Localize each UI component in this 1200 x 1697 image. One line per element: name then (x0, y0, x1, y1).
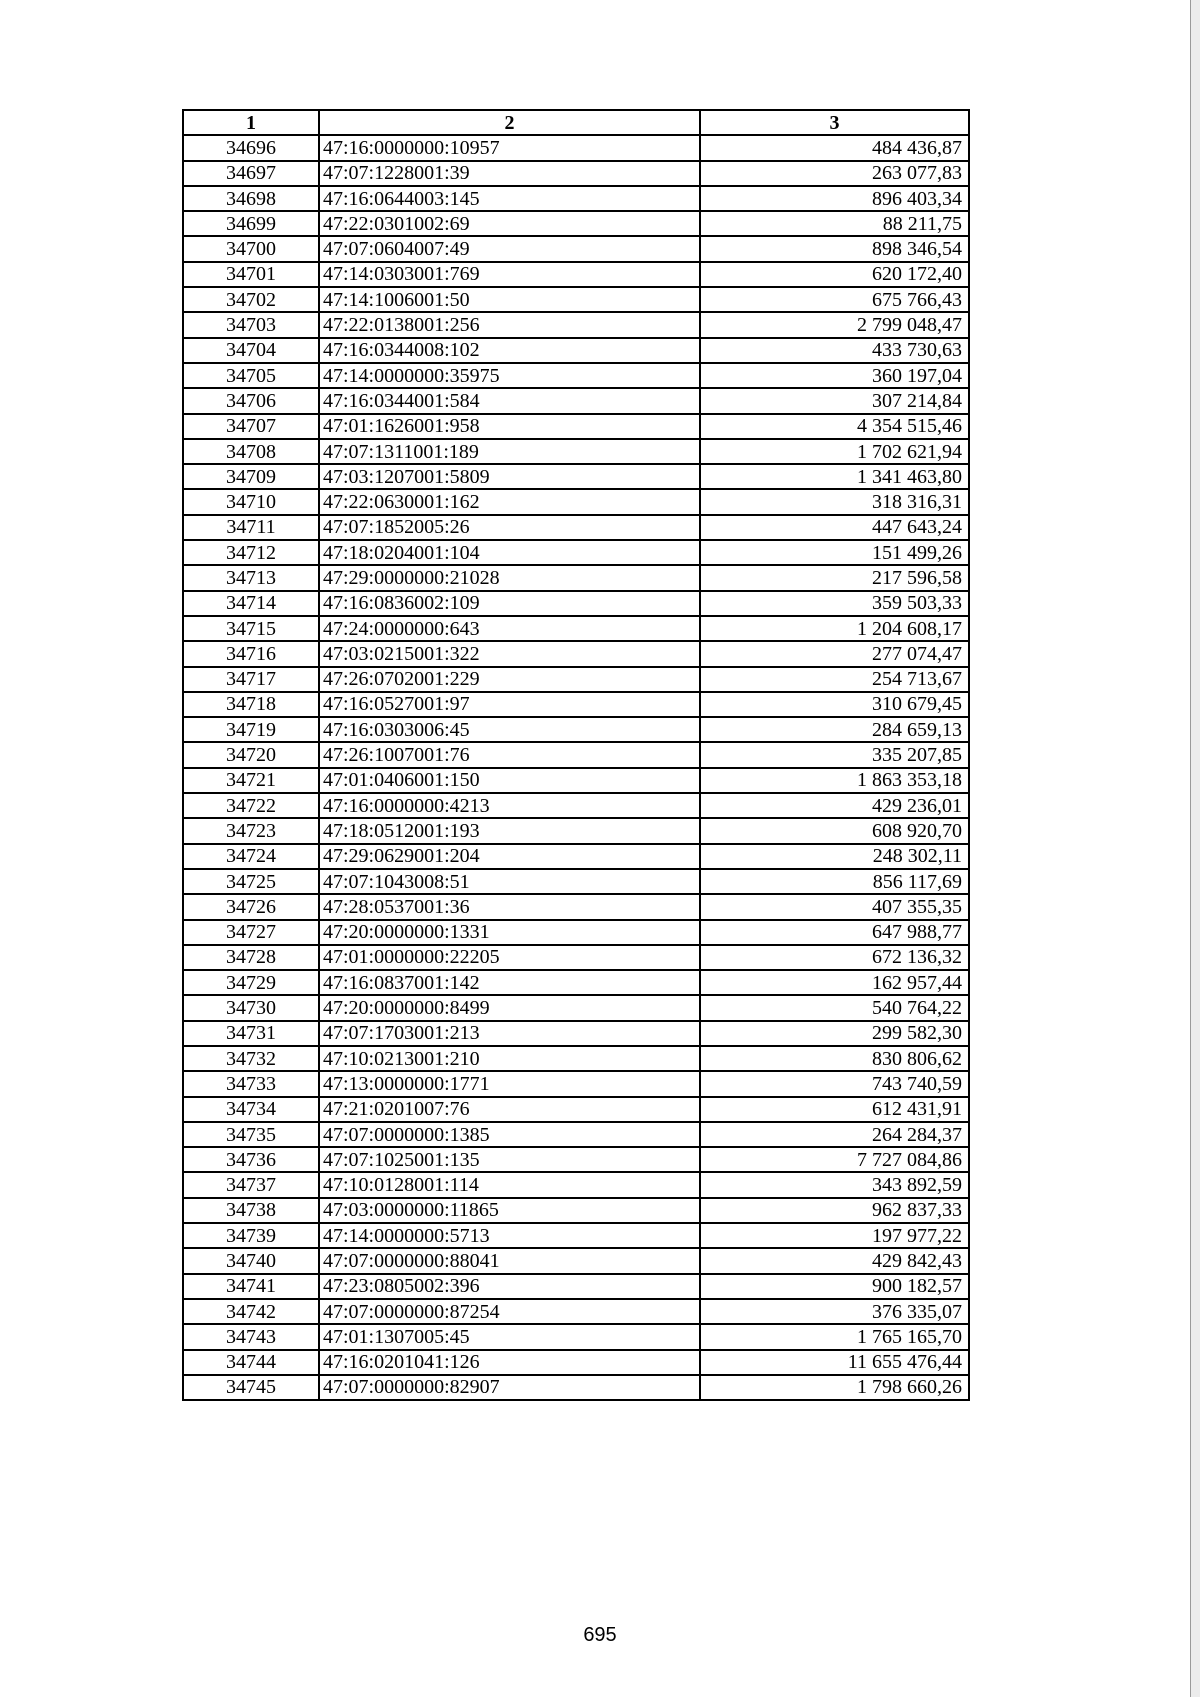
row-number-cell: 34731 (183, 1021, 319, 1046)
value-cell: 217 596,58 (700, 565, 969, 590)
table-row (183, 489, 969, 514)
row-number-cell: 34736 (183, 1147, 319, 1172)
table-row (183, 970, 969, 995)
row-number-cell: 34725 (183, 869, 319, 894)
table-row (183, 464, 969, 489)
cadastral-number-cell: 47:18:0204001:104 (319, 540, 700, 565)
cadastral-number-cell: 47:16:0000000:4213 (319, 793, 700, 818)
table-row (183, 439, 969, 464)
row-number-cell: 34717 (183, 667, 319, 692)
table-row (183, 591, 969, 616)
table-row (183, 793, 969, 818)
page-right-edge (1190, 0, 1200, 1697)
row-number-cell: 34745 (183, 1375, 319, 1400)
value-cell: 830 806,62 (700, 1046, 969, 1071)
value-cell: 376 335,07 (700, 1299, 969, 1324)
data-table (182, 109, 970, 1401)
row-number-cell: 34720 (183, 742, 319, 767)
table-row (183, 287, 969, 312)
value-cell: 447 643,24 (700, 515, 969, 540)
table-row (183, 869, 969, 894)
cadastral-number-cell: 47:07:0000000:87254 (319, 1299, 700, 1324)
value-cell: 277 074,47 (700, 641, 969, 666)
page-number: 695 (583, 1624, 617, 1646)
cadastral-number-cell: 47:22:0630001:162 (319, 489, 700, 514)
value-cell: 335 207,85 (700, 742, 969, 767)
row-number-cell: 34696 (183, 135, 319, 160)
value-cell: 896 403,34 (700, 186, 969, 211)
value-cell: 1 702 621,94 (700, 439, 969, 464)
table-row (183, 515, 969, 540)
cadastral-number-cell: 47:22:0301002:69 (319, 211, 700, 236)
value-cell: 608 920,70 (700, 818, 969, 843)
value-cell: 429 236,01 (700, 793, 969, 818)
value-cell: 310 679,45 (700, 692, 969, 717)
header-row (183, 110, 969, 135)
row-number-cell: 34702 (183, 287, 319, 312)
cadastral-number-cell: 47:28:0537001:36 (319, 894, 700, 919)
cadastral-number-cell: 47:16:0344008:102 (319, 338, 700, 363)
cadastral-number-cell: 47:18:0512001:193 (319, 818, 700, 843)
table-row (183, 1122, 969, 1147)
value-cell: 856 117,69 (700, 869, 969, 894)
table-row (183, 338, 969, 363)
cadastral-number-cell: 47:07:0000000:1385 (319, 1122, 700, 1147)
value-cell: 1 204 608,17 (700, 616, 969, 641)
row-number-cell: 34729 (183, 970, 319, 995)
table-row (183, 161, 969, 186)
table-row (183, 667, 969, 692)
table-row (183, 1299, 969, 1324)
cadastral-number-cell: 47:07:1703001:213 (319, 1021, 700, 1046)
table-row (183, 186, 969, 211)
table-row (183, 641, 969, 666)
row-number-cell: 34741 (183, 1274, 319, 1299)
value-cell: 647 988,77 (700, 920, 969, 945)
value-cell: 162 957,44 (700, 970, 969, 995)
cadastral-number-cell: 47:29:0000000:21028 (319, 565, 700, 590)
table-row (183, 945, 969, 970)
value-cell: 264 284,37 (700, 1122, 969, 1147)
table-row (183, 717, 969, 742)
row-number-cell: 34708 (183, 439, 319, 464)
row-number-cell: 34737 (183, 1172, 319, 1197)
cadastral-number-cell: 47:14:0000000:5713 (319, 1223, 700, 1248)
row-number-cell: 34701 (183, 262, 319, 287)
cadastral-number-cell: 47:20:0000000:1331 (319, 920, 700, 945)
row-number-cell: 34744 (183, 1350, 319, 1375)
value-cell: 254 713,67 (700, 667, 969, 692)
value-cell: 299 582,30 (700, 1021, 969, 1046)
cadastral-number-cell: 47:16:0644003:145 (319, 186, 700, 211)
table-row (183, 540, 969, 565)
cadastral-number-cell: 47:07:1043008:51 (319, 869, 700, 894)
value-cell: 433 730,63 (700, 338, 969, 363)
row-number-cell: 34739 (183, 1223, 319, 1248)
row-number-cell: 34707 (183, 414, 319, 439)
table-row (183, 1248, 969, 1273)
table-row (183, 1046, 969, 1071)
cadastral-number-cell: 47:07:1025001:135 (319, 1147, 700, 1172)
cadastral-number-cell: 47:29:0629001:204 (319, 844, 700, 869)
value-cell: 88 211,75 (700, 211, 969, 236)
table-row (183, 388, 969, 413)
row-number-cell: 34718 (183, 692, 319, 717)
row-number-cell: 34738 (183, 1198, 319, 1223)
cadastral-number-cell: 47:07:1228001:39 (319, 161, 700, 186)
cadastral-number-cell: 47:14:1006001:50 (319, 287, 700, 312)
table-row (183, 1274, 969, 1299)
value-cell: 4 354 515,46 (700, 414, 969, 439)
row-number-cell: 34698 (183, 186, 319, 211)
row-number-cell: 34697 (183, 161, 319, 186)
row-number-cell: 34726 (183, 894, 319, 919)
table-row (183, 742, 969, 767)
table-row (183, 692, 969, 717)
table-row (183, 818, 969, 843)
value-cell: 484 436,87 (700, 135, 969, 160)
table-row (183, 1324, 969, 1349)
cadastral-number-cell: 47:07:0604007:49 (319, 236, 700, 261)
value-cell: 307 214,84 (700, 388, 969, 413)
cadastral-number-cell: 47:07:1852005:26 (319, 515, 700, 540)
row-number-cell: 34715 (183, 616, 319, 641)
row-number-cell: 34716 (183, 641, 319, 666)
table-row (183, 1172, 969, 1197)
table-row (183, 768, 969, 793)
cadastral-number-cell: 47:21:0201007:76 (319, 1097, 700, 1122)
table-row (183, 1223, 969, 1248)
cadastral-number-cell: 47:01:0406001:150 (319, 768, 700, 793)
row-number-cell: 34710 (183, 489, 319, 514)
cadastral-number-cell: 47:07:0000000:82907 (319, 1375, 700, 1400)
table-row (183, 1097, 969, 1122)
row-number-cell: 34712 (183, 540, 319, 565)
cadastral-number-cell: 47:24:0000000:643 (319, 616, 700, 641)
value-cell: 318 316,31 (700, 489, 969, 514)
value-cell: 675 766,43 (700, 287, 969, 312)
cadastral-number-cell: 47:20:0000000:8499 (319, 995, 700, 1020)
row-number-cell: 34700 (183, 236, 319, 261)
cadastral-number-cell: 47:14:0000000:35975 (319, 363, 700, 388)
cadastral-number-cell: 47:23:0805002:396 (319, 1274, 700, 1299)
value-cell: 263 077,83 (700, 161, 969, 186)
table-row (183, 1375, 969, 1400)
header-col-1: 1 (183, 110, 319, 135)
cadastral-number-cell: 47:03:1207001:5809 (319, 464, 700, 489)
row-number-cell: 34740 (183, 1248, 319, 1273)
table-row (183, 894, 969, 919)
table-row (183, 1198, 969, 1223)
row-number-cell: 34713 (183, 565, 319, 590)
value-cell: 248 302,11 (700, 844, 969, 869)
row-number-cell: 34734 (183, 1097, 319, 1122)
cadastral-number-cell: 47:22:0138001:256 (319, 312, 700, 337)
value-cell: 360 197,04 (700, 363, 969, 388)
table-row (183, 1071, 969, 1096)
row-number-cell: 34730 (183, 995, 319, 1020)
cadastral-number-cell: 47:03:0215001:322 (319, 641, 700, 666)
row-number-cell: 34722 (183, 793, 319, 818)
table-row (183, 135, 969, 160)
cadastral-number-cell: 47:13:0000000:1771 (319, 1071, 700, 1096)
value-cell: 151 499,26 (700, 540, 969, 565)
row-number-cell: 34706 (183, 388, 319, 413)
value-cell: 900 182,57 (700, 1274, 969, 1299)
value-cell: 407 355,35 (700, 894, 969, 919)
table-row (183, 236, 969, 261)
cadastral-number-cell: 47:10:0128001:114 (319, 1172, 700, 1197)
header-col-2: 2 (319, 110, 700, 135)
cadastral-number-cell: 47:16:0201041:126 (319, 1350, 700, 1375)
table-row (183, 995, 969, 1020)
cadastral-number-cell: 47:16:0000000:10957 (319, 135, 700, 160)
row-number-cell: 34721 (183, 768, 319, 793)
row-number-cell: 34704 (183, 338, 319, 363)
value-cell: 359 503,33 (700, 591, 969, 616)
value-cell: 743 740,59 (700, 1071, 969, 1096)
cadastral-number-cell: 47:10:0213001:210 (319, 1046, 700, 1071)
cadastral-number-cell: 47:16:0303006:45 (319, 717, 700, 742)
row-number-cell: 34711 (183, 515, 319, 540)
value-cell: 429 842,43 (700, 1248, 969, 1273)
cadastral-number-cell: 47:26:1007001:76 (319, 742, 700, 767)
value-cell: 620 172,40 (700, 262, 969, 287)
row-number-cell: 34733 (183, 1071, 319, 1096)
row-number-cell: 34742 (183, 1299, 319, 1324)
row-number-cell: 34703 (183, 312, 319, 337)
table-row (183, 211, 969, 236)
row-number-cell: 34719 (183, 717, 319, 742)
table-row (183, 312, 969, 337)
row-number-cell: 34735 (183, 1122, 319, 1147)
table-row (183, 616, 969, 641)
cadastral-number-cell: 47:01:0000000:22205 (319, 945, 700, 970)
cadastral-number-cell: 47:16:0527001:97 (319, 692, 700, 717)
value-cell: 7 727 084,86 (700, 1147, 969, 1172)
value-cell: 962 837,33 (700, 1198, 969, 1223)
row-number-cell: 34743 (183, 1324, 319, 1349)
value-cell: 11 655 476,44 (700, 1350, 969, 1375)
table-row (183, 1147, 969, 1172)
row-number-cell: 34699 (183, 211, 319, 236)
row-number-cell: 34714 (183, 591, 319, 616)
value-cell: 1 341 463,80 (700, 464, 969, 489)
value-cell: 343 892,59 (700, 1172, 969, 1197)
table-row (183, 844, 969, 869)
table-row (183, 565, 969, 590)
cadastral-number-cell: 47:01:1307005:45 (319, 1324, 700, 1349)
cadastral-number-cell: 47:16:0837001:142 (319, 970, 700, 995)
table-row (183, 920, 969, 945)
value-cell: 672 136,32 (700, 945, 969, 970)
table-row (183, 262, 969, 287)
cadastral-number-cell: 47:01:1626001:958 (319, 414, 700, 439)
cadastral-number-cell: 47:16:0344001:584 (319, 388, 700, 413)
table-row (183, 363, 969, 388)
value-cell: 1 863 353,18 (700, 768, 969, 793)
table-row (183, 1350, 969, 1375)
value-cell: 1 765 165,70 (700, 1324, 969, 1349)
header-col-3: 3 (700, 110, 969, 135)
value-cell: 612 431,91 (700, 1097, 969, 1122)
row-number-cell: 34732 (183, 1046, 319, 1071)
table-body (183, 135, 969, 1400)
row-number-cell: 34728 (183, 945, 319, 970)
row-number-cell: 34709 (183, 464, 319, 489)
value-cell: 284 659,13 (700, 717, 969, 742)
table-row (183, 1021, 969, 1046)
table-row (183, 414, 969, 439)
value-cell: 2 799 048,47 (700, 312, 969, 337)
cadastral-number-cell: 47:26:0702001:229 (319, 667, 700, 692)
row-number-cell: 34724 (183, 844, 319, 869)
value-cell: 898 346,54 (700, 236, 969, 261)
cadastral-number-cell: 47:14:0303001:769 (319, 262, 700, 287)
cadastral-number-cell: 47:03:0000000:11865 (319, 1198, 700, 1223)
cadastral-number-cell: 47:16:0836002:109 (319, 591, 700, 616)
cadastral-number-cell: 47:07:0000000:88041 (319, 1248, 700, 1273)
row-number-cell: 34723 (183, 818, 319, 843)
cadastral-number-cell: 47:07:1311001:189 (319, 439, 700, 464)
value-cell: 197 977,22 (700, 1223, 969, 1248)
table-header (183, 110, 969, 135)
value-cell: 540 764,22 (700, 995, 969, 1020)
row-number-cell: 34705 (183, 363, 319, 388)
value-cell: 1 798 660,26 (700, 1375, 969, 1400)
row-number-cell: 34727 (183, 920, 319, 945)
